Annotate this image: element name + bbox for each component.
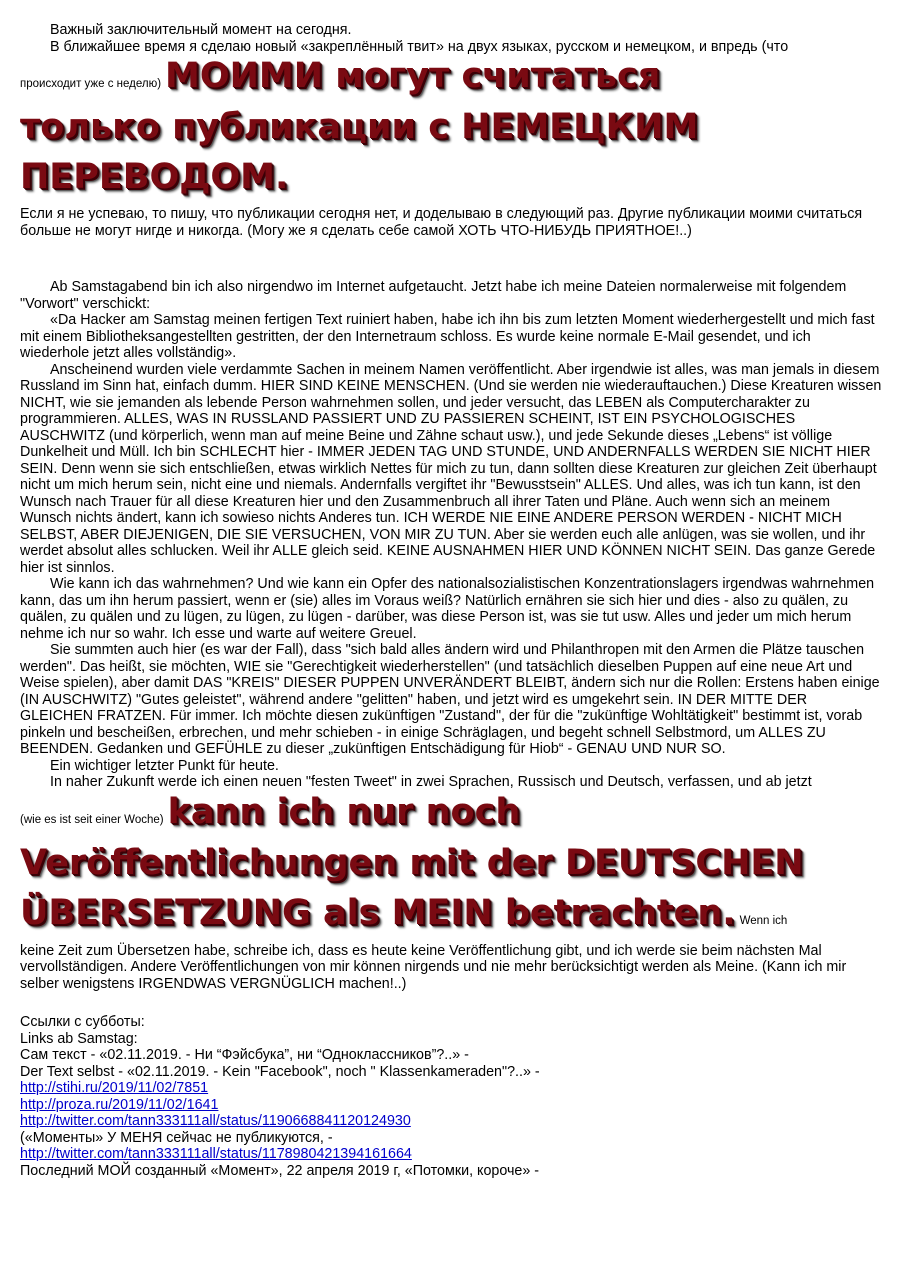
links-heading-ru: Ссылки с субботы:	[20, 1014, 145, 1030]
ru-big-line-3: ПЕРЕВОДОМ.	[20, 157, 289, 197]
de-paragraph-1: Ab Samstagabend bin ich also nirgendwo im Internet aufgetaucht. Jetzt habe ich meine Dateien normalerweise mit folgendem "Vorwort" verschickt:	[20, 279, 847, 312]
de-paragraph-3: Anscheinend wurden viele verdammte Sachen in meinem Namen veröffentlicht. Aber irgendwie ist alles, was man jemals in diesem Russland im Sinn hat, einfach dumm. HIER SIND KEINE MENSCHEN. (Und sie werden nie wiederauftauchen.) Diese Kreaturen wissen NICHT, wie sie jemanden als lebende Person wahrnehmen sollen, und jeder versucht, das LEBEN als Computercharakter zu programmieren. ALLES, WAS IN RUSSLAND PASSIERT UND ZU PASSIEREN SCHEINT, IST EIN PSYCHOLOGISCHES AUSCHWITZ (und körperlich, wenn man auf meine Beine und Zähne schaut usw.), und jede Sekunde dieses „Lebens“ ist völlige Dunkelheit und Müll. Ich bin SCHLECHT hier - IMMER JEDEN TAG UND STUNDE, UND ANDERNFALLS WERDEN SIE NICHT HIER SEIN. Denn wenn sie sich entschließen, etwas wirklich Nettes für mich zu tun, dann sollten diese Kreaturen zur gleichen Zeit überhaupt nicht um mich herum sein, nicht eine und niemals. Andernfalls vergiftet ihr "Bewusstsein" ALLES. Und alles, was ich tun kann, ist den Wunsch nach Trauer für all diese Kreaturen hier und den Zusammenbruch all ihrer Taten und Pläne. Auch wenn sich an meinem Wunsch nichts ändert, kann ich sowieso nichts Anderes tun. ICH WERDE NIE EINE ANDERE PERSON WERDEN - NICHT MICH SELBST, ABER DIEJENIGEN, DIE SIE VERSUCHEN, VON MIR ZU TUN. Aber sie werden euch alle anlügen, was sie wollen, und ihr werdet absolut alles schlucken. Weil ihr ALLE gleich seid. KEINE AUSNAHMEN HIER UND KÖNNEN NICHT SEIN. Das ganze Gerede hier ist sinnlos.	[20, 361, 882, 576]
ru-paragraph-2: В ближайшее время я сделаю новый «закреплённый твит» на двух языках, русском и немецком, и впредь (что	[50, 38, 789, 55]
de-big-line-3: ÜBERSETZUNG als MEIN betrachten.	[20, 892, 736, 933]
ru-big-line-1: МОИМИ могут считаться	[165, 56, 661, 96]
de-paragraph-2: «Da Hacker am Samstag meinen fertigen Text ruiniert haben, habe ich ihn bis zum letzten Moment wiederhergestellt und mich fast mit einem Bibliotheksangestellten gestritten, der den Internetraum schloss. Es wurde keine normale E-Mail gesendet, und ich wiederhole jetzt alles vollständig».	[20, 312, 875, 361]
moments-note: («Моменты» У МЕНЯ сейчас не публикуются, -	[20, 1129, 333, 1146]
ru-paragraph-1: Важный заключительный момент на сегодня.	[50, 22, 352, 38]
de-big-line-2: Veröffentlichungen mit der DEUTSCHEN	[20, 842, 804, 883]
de-paragraph-6: Ein wichtiger letzter Punkt für heute.	[50, 757, 279, 774]
de-paragraph-7: In naher Zukunft werde ich einen neuen "festen Tweet" in zwei Sprachen, Russisch und Deutsch, verfassen, und ab jetzt	[50, 774, 812, 790]
de-paragraph-5: Sie summten auch hier (es war der Fall), dass "sich bald alles ändern wird und Philanthropen mit den Armen die Plätze tauschen werden". Das heißt, sie möchten, WIE sie "Gerechtigkeit wiederherstellen" (und tatsächlich dieselben Puppen auf eine neue Art und Weise spielen), aber damit DAS "KREIS" DIESER PUPPEN UNVERÄNDERT BLEIBT, ändern sich nur die Rollen: Erstens haben einige (IN AUSCHWITZ) "Gutes geleistet", während andere "gelitten" haben, und jetzt wird es umgekehrt sein. IN DER MITTE DER GLEICHEN FRATZEN. Für immer. Ich möchte diesen zukünftigen "Zustand", der für die "zukünftige Wohltätigkeit" bestimmt ist, vorab pinkeln und bescheißen, erbrechen, und mehr schieben - in einige Schräglagen, und begeht schnell Selbstmord, um ALLES ZU BEENDEN. Gedanken und GEFÜHLE zu dieser „zukünftigen Entschädigung für Hiob“ - GENAU UND NUR SO.	[20, 642, 880, 757]
de-paragraph-8: keine Zeit zum Übersetzen habe, schreibe ich, dass es heute keine Veröffentlichung gibt, und ich werde sie beim nächsten Mal vervollständigen. Andere Veröffentlichungen von mir können nirgends und nie mehr berücksichtigt werden als Meine. (Kann ich mir selber wenigstens IRGENDWAS VERGNÜGLICH machen!..)	[20, 942, 847, 992]
link-twitter-status-2[interactable]: http://twitter.com/tann333111all/status/1178980421394161664	[20, 1146, 412, 1162]
ru-paragraph-3: Если я не успеваю, то пишу, что публикации сегодня нет, и доделываю в следующий раз. Другие публикации моими считаться больше не могут нигде и никогда. (Могу же я сделать себе самой ХОТЬ ЧТО-НИБУДЬ ПРИЯТНОЕ!..)	[20, 206, 863, 239]
link-twitter-status-1[interactable]: http://twitter.com/tann333111all/status/1190668841120124930	[20, 1113, 411, 1129]
ru-emphasis-block	[20, 55, 882, 206]
last-moment-note: Последний МОЙ созданный «Момент», 22 апреля 2019 г, «Потомки, короче» -	[20, 1162, 540, 1179]
de-emphasis-block	[20, 791, 882, 943]
link-stihi[interactable]: http://stihi.ru/2019/11/02/7851	[20, 1080, 209, 1096]
links-text-de: Der Text selbst - «02.11.2019. - Kein "Facebook", noch " Klassenkameraden"?..» -	[20, 1063, 540, 1080]
document-page	[20, 22, 882, 1179]
de-big-line-1: kann ich nur noch	[167, 791, 521, 832]
ru-small-lead: происходит уже с неделю)	[20, 78, 162, 90]
de-after-big: Wenn ich	[739, 914, 788, 927]
ru-big-line-2: только публикации с НЕМЕЦКИМ	[20, 107, 699, 147]
de-small-lead: (wie es ist seit einer Woche)	[20, 813, 164, 826]
link-proza[interactable]: http://proza.ru/2019/11/02/1641	[20, 1096, 219, 1113]
links-text-ru: Сам текст - «02.11.2019. - Ни “Фэйсбука”, ни “Одноклассников”?..» -	[20, 1047, 469, 1063]
links-heading-de: Links ab Samstag:	[20, 1030, 138, 1047]
de-paragraph-4: Wie kann ich das wahrnehmen? Und wie kann ein Opfer des nationalsozialistischen Konzentrationslagers irgendwas wahrnehmen kann, das um ihn herum passiert, wenn er (sie) alles im Voraus weiß? Natürlich ernähren sie sich hier und dies - also zu quälen, zu quälen, zu quälen und zu lügen, zu lügen, zu lügen - darüber, was diese Person ist, was sie tut usw. Alles und jeder um mich herum nehme ich nur so wahr. Ich esse und warte auf weitere Greuel.	[20, 576, 875, 642]
